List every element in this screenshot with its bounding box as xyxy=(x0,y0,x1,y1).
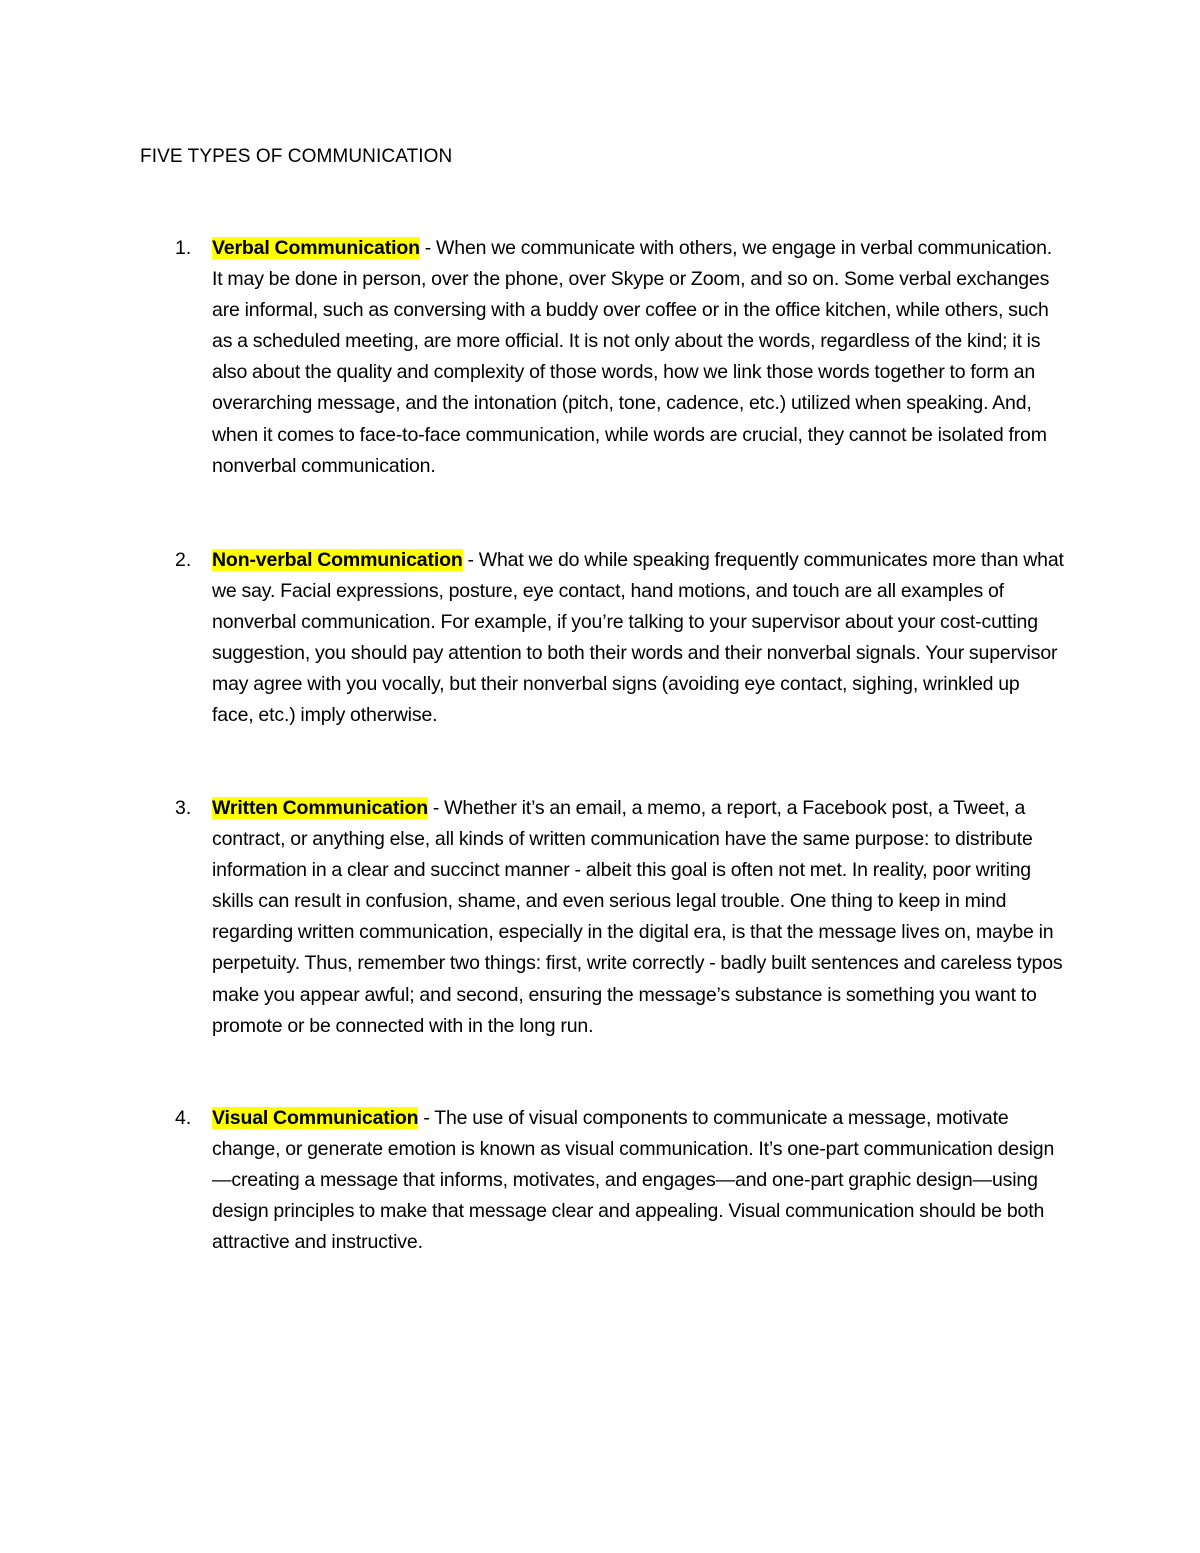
list-item-text: When we communicate with others, we engage in verbal communication. It may be done in person, over the phone, over Skype or Zoom, and so on. Some verbal exchanges are informal, such as conversing with a buddy over coffee or in the office kitchen, while others, such as a scheduled meeting, are more official. It is not only about the words, regardless of the kind; it is also about the quality and complexity of those words, how we link those words together to form an overarching message, and the intonation (pitch, tone, cadence, etc.) utilized when speaking. And, when it comes to face-to-face communication, while words are crucial, they cannot be isolated from nonverbal communication. xyxy=(212,237,1053,477)
list-item-body xyxy=(212,233,1064,482)
list-item-text: The use of visual components to communicate a message, motivate change, or generate emotion is known as visual communication. It’s one-part communication design—creating a message that informs, motivates, and engages—and one-part graphic design—using design principles to make that message clear and appealing. Visual communication should be both attractive and instructive. xyxy=(212,1107,1055,1254)
list-item-text: Whether it’s an email, a memo, a report, a Facebook post, a Tweet, a contract, or anything else, all kinds of written communication have the same purpose: to distribute information in a clear and succinct manner - albeit this goal is often not met. In reality, poor writing skills can result in confusion, shame, and even serious legal trouble. One thing to keep in mind regarding written communication, especially in the digital era, is that the message lives on, maybe in perpetuity. Thus, remember two things: first, write correctly - badly built sentences and careless typos make you appear awful; and second, ensuring the message’s substance is something you want to promote or be connected with in the long run. xyxy=(212,797,1063,1037)
highlighted-term: Non-verbal Communication xyxy=(212,549,463,571)
document-title: FIVE TYPES OF COMMUNICATION xyxy=(140,146,453,167)
highlighted-term: Visual Communication xyxy=(212,1107,419,1129)
list-item-number: 4. xyxy=(175,1107,192,1129)
term-separator: - xyxy=(419,237,436,259)
list-item-number: 3. xyxy=(175,797,192,819)
list-item-body xyxy=(212,545,1064,732)
list-item-text: What we do while speaking frequently communicates more than what we say. Facial expressions, posture, eye contact, hand motions, and touch are all examples of nonverbal communication. For example, if you’re talking to your supervisor about your cost-cutting suggestion, you should pay attention to both their words and their nonverbal signals. Your supervisor may agree with you vocally, but their nonverbal signs (avoiding eye contact, sighing, wrinkled up face, etc.) imply otherwise. xyxy=(212,549,1064,727)
list-item-number: 1. xyxy=(175,237,192,259)
highlighted-term: Written Communication xyxy=(212,797,429,819)
list-item-number: 2. xyxy=(175,549,192,571)
term-separator: - xyxy=(428,797,445,819)
list-item-body xyxy=(212,793,1064,1042)
highlighted-term: Verbal Communication xyxy=(212,237,420,259)
term-separator: - xyxy=(418,1107,435,1129)
list-item-body xyxy=(212,1103,1064,1258)
term-separator: - xyxy=(462,549,479,571)
